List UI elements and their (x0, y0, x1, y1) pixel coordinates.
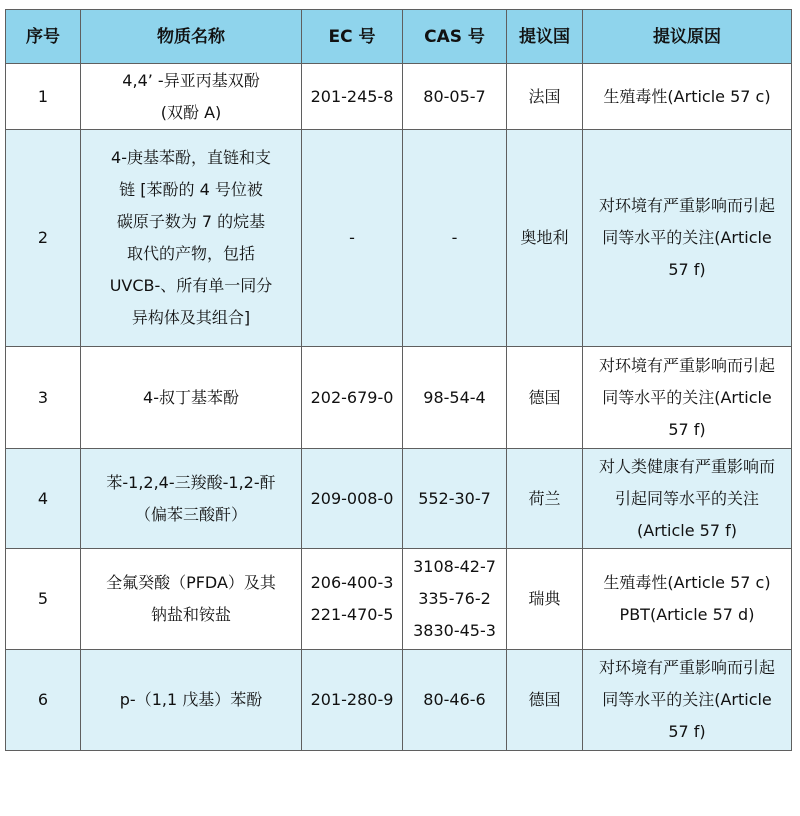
cell-ec-number (302, 347, 403, 449)
table-row (6, 347, 792, 449)
cell-substance-name (81, 650, 302, 751)
cell-substance-name (81, 64, 302, 130)
table-row (6, 549, 792, 650)
cell-country: 德国 (507, 650, 583, 751)
cell-ec-number (302, 449, 403, 549)
substance-table-container (5, 9, 791, 751)
cas-line: 98-54-4 (423, 387, 486, 407)
ec-line: 201-280-9 (310, 690, 394, 709)
reason-line: 对环境有严重影响而引起 (598, 196, 775, 215)
name-line: 苯-1,2,4-三羧酸-1,2-酐 (106, 472, 276, 492)
cell-reason (583, 449, 792, 549)
cas-line: 80-46-6 (423, 690, 486, 709)
cell-serial: 2 (6, 130, 81, 347)
name-line: 链 [苯酚的 4 号位被 (119, 180, 263, 199)
header-substance-name: 物质名称 (81, 10, 302, 64)
substance-table (5, 9, 792, 751)
cell-ec-number (302, 64, 403, 130)
reason-line: 对环境有严重影响而引起 (598, 658, 775, 677)
name-line: 异构体及其组合] (131, 308, 251, 327)
cas-line: 3108-42-7 (413, 557, 496, 576)
ec-line: 221-470-5 (310, 605, 394, 624)
cell-reason (583, 650, 792, 751)
cell-ec-number (302, 650, 403, 751)
ec-line: 201-245-8 (310, 86, 394, 106)
cell-cas-number (403, 449, 507, 549)
ec-line: 206-400-3 (310, 573, 394, 592)
cell-reason (583, 347, 792, 449)
reason-line: 同等水平的关注(Article (602, 228, 772, 247)
cell-cas-number (403, 650, 507, 751)
reason-line: 对人类健康有严重影响而 (598, 456, 775, 476)
cas-line: 3830-45-3 (413, 621, 496, 640)
name-line: 4-叔丁基苯酚 (143, 387, 239, 407)
cell-country: 法国 (507, 64, 583, 130)
reason-line: 57 f) (668, 722, 706, 741)
cell-country: 瑞典 (507, 549, 583, 650)
ec-line: 209-008-0 (310, 488, 394, 508)
name-line: UVCB-、所有单一同分 (109, 276, 273, 295)
cell-cas-number (403, 347, 507, 449)
cell-cas-number (403, 64, 507, 130)
cell-serial: 5 (6, 549, 81, 650)
cell-country: 荷兰 (507, 449, 583, 549)
table-row (6, 650, 792, 751)
cell-substance-name (81, 449, 302, 549)
cell-country: 奥地利 (507, 130, 583, 347)
cas-line: 335-76-2 (418, 589, 491, 608)
header-cas-number: CAS 号 (403, 10, 507, 64)
reason-line: 生殖毒性(Article 57 c) (603, 86, 771, 106)
name-line: (双酚 A) (160, 102, 222, 122)
cas-line: - (451, 228, 458, 247)
cell-ec-number (302, 549, 403, 650)
cas-line: 552-30-7 (418, 488, 491, 508)
reason-line: 对环境有严重影响而引起 (598, 355, 775, 375)
cas-line: 80-05-7 (423, 86, 486, 106)
reason-line: 57 f) (668, 419, 706, 439)
name-line: 4,4’ -异亚丙基双酚 (122, 70, 260, 90)
reason-line: 生殖毒性(Article 57 c) (603, 573, 771, 592)
table-row (6, 449, 792, 549)
reason-line: 引起同等水平的关注 (614, 488, 759, 508)
cell-cas-number (403, 130, 507, 347)
name-line: （偏苯三酸酐） (134, 504, 247, 524)
reason-line: (Article 57 f) (637, 520, 737, 540)
cell-substance-name (81, 549, 302, 650)
table-row (6, 130, 792, 347)
cell-reason (583, 64, 792, 130)
table-row (6, 64, 792, 130)
ec-line: 202-679-0 (310, 387, 394, 407)
cell-country: 德国 (507, 347, 583, 449)
table-header-row (6, 10, 792, 64)
cell-serial: 6 (6, 650, 81, 751)
reason-line: PBT(Article 57 d) (619, 605, 755, 624)
cell-substance-name (81, 130, 302, 347)
cell-reason (583, 130, 792, 347)
name-line: 取代的产物，包括 (126, 244, 255, 263)
name-line: 全氟癸酸（PFDA）及其 (106, 573, 276, 592)
name-line: 碳原子数为 7 的烷基 (116, 212, 266, 231)
cell-serial: 4 (6, 449, 81, 549)
cell-reason (583, 549, 792, 650)
name-line: 4-庚基苯酚，直链和支 (111, 148, 271, 167)
cell-cas-number (403, 549, 507, 650)
reason-line: 57 f) (668, 260, 706, 279)
reason-line: 同等水平的关注(Article (602, 690, 772, 709)
cell-ec-number (302, 130, 403, 347)
ec-line: - (349, 228, 355, 247)
header-proposal-reason: 提议原因 (583, 10, 792, 64)
header-serial: 序号 (6, 10, 81, 64)
reason-line: 同等水平的关注(Article (602, 387, 772, 407)
header-ec-number: EC 号 (302, 10, 403, 64)
cell-substance-name (81, 347, 302, 449)
cell-serial: 3 (6, 347, 81, 449)
header-proposing-country: 提议国 (507, 10, 583, 64)
name-line: p-（1,1 戊基）苯酚 (119, 690, 263, 709)
cell-serial: 1 (6, 64, 81, 130)
name-line: 钠盐和铵盐 (150, 605, 231, 624)
